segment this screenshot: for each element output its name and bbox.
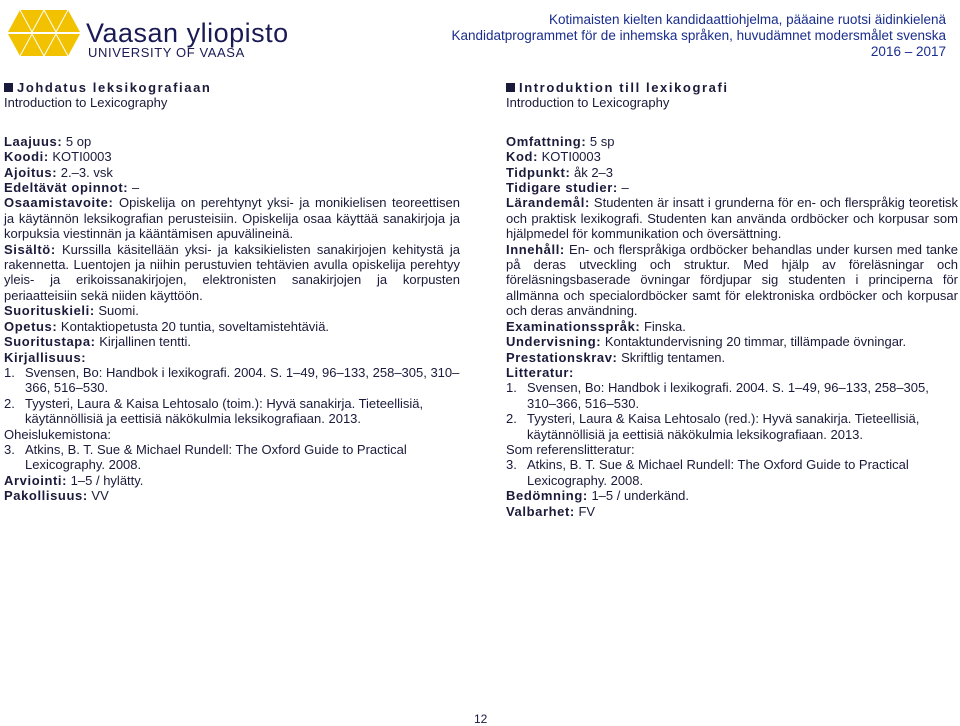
grading-field: Arviointi: 1–5 / hylätty. xyxy=(4,472,144,488)
program-name-sv: Kandidatprogrammet för de inhemska språken, huvudämnet modersmålet svenska xyxy=(451,28,946,43)
timing-field: Tidpunkt: åk 2–3 xyxy=(506,164,614,180)
supplementary-heading: Som referenslitteratur: xyxy=(506,441,635,457)
logo-name: Vaasan yliopisto xyxy=(86,18,289,48)
literature-item: 3. Atkins, B. T. Sue & Michael Rundell: The Oxford Guide to Practical Lexicography. 2008. xyxy=(4,441,407,473)
program-name-fi: Kotimaisten kielten kandidaattiohjelma, pääaine ruotsi äidinkielenä xyxy=(549,12,946,27)
university-logo xyxy=(6,4,306,66)
course-title-sv: Introduktion till lexikografi xyxy=(506,80,958,95)
logo-emblem-icon xyxy=(6,4,82,64)
logo-subtitle: UNIVERSITY OF VAASA xyxy=(88,45,245,60)
page-number: 12 xyxy=(474,712,488,726)
literature-item: 1. Svensen, Bo: Handbok i lexikografi. 2004. S. 1–49, 96–133, 258–305, 310–366, 516–530. xyxy=(506,380,929,411)
prerequisites-field: Edeltävät opinnot: – xyxy=(4,180,140,196)
content-field: Innehåll: En- och flerspråkiga ordböcker behandlas under kursen med tanke på deras utveckling och struktur. Med hjälp av föreläsningar och föreläsningsbaserade övningar fördjupar sig studenten i principerna för allmänna och specialordböcker samt för elektroniska ordböcker och korpusar och deras användning. xyxy=(506,241,958,319)
literature-heading: Litteratur: xyxy=(506,364,574,380)
code-field: Kod: KOTI0003 xyxy=(506,149,601,165)
grading-field: Bedömning: 1–5 / underkänd. xyxy=(506,488,690,504)
literature-item: 3. Atkins, B. T. Sue & Michael Rundell: The Oxford Guide to Practical Lexicography. 2008. xyxy=(506,457,909,488)
status-field: Pakollisuus: VV xyxy=(4,488,109,504)
bullet-square-icon xyxy=(4,83,13,92)
completion-field: Suoritustapa: Kirjallinen tentti. xyxy=(4,334,191,350)
teaching-field: Opetus: Kontaktiopetusta 20 tuntia, soveltamistehtäviä. xyxy=(4,318,330,334)
course-subtitle-en: Introduction to Lexicography xyxy=(4,95,168,111)
literature-item: 2. Tyysteri, Laura & Kaisa Lehtosalo (red.): Hyvä sanakirja. Tieteellisiä, käytännöllisiä ja eettisiä näkökulmia leksikografiaan. 2013. xyxy=(506,411,920,442)
credits-field: Laajuus: 5 op xyxy=(4,133,92,149)
language-field: Examinationsspråk: Finska. xyxy=(506,318,686,334)
bullet-square-icon xyxy=(506,83,515,92)
timing-field: Ajoitus: 2.–3. vsk xyxy=(4,164,113,180)
content-field: Sisältö: Kurssilla käsitellään yksi- ja kaksikielisten sanakirjojen kehitystä ja rakennetta. Luentojen ja niihin perustuvien tehtävien avulla opiskelija perehtyy yleis- ja erikoissanakirjojen, elektronisten sanakirjojen ja korpusten periaatteisiin sekä niiden käyttöön. xyxy=(4,241,460,303)
academic-years: 2016 – 2017 xyxy=(870,44,946,59)
teaching-field: Undervisning: Kontaktundervisning 20 timmar, tillämpade övningar. xyxy=(506,334,907,350)
course-swedish-column xyxy=(506,80,958,519)
learning-outcomes-field: Lärandemål: Studenten är insatt i grunderna för en- och flerspråkig teoretisk och praktisk lexikografi. Studenten kan använda ordböcker och korpusar som hjälpmedel för kommunikation och översättning. xyxy=(506,195,958,242)
program-header xyxy=(451,12,946,60)
course-finnish-column xyxy=(4,80,460,504)
literature-heading: Kirjallisuus: xyxy=(4,349,87,365)
completion-field: Prestationskrav: Skriftlig tentamen. xyxy=(506,349,726,365)
code-field: Koodi: KOTI0003 xyxy=(4,149,112,165)
literature-item: 2. Tyysteri, Laura & Kaisa Lehtosalo (toim.): Hyvä sanakirja. Tieteellisiä, käytännöllisiä ja eettisiä näkökulmia leksikografiaan. 2013. xyxy=(4,395,424,427)
credits-field: Omfattning: 5 sp xyxy=(506,133,615,149)
learning-outcomes-field: Osaamistavoite: Opiskelija on perehtynyt yksi- ja monikielisen teoreettisen ja käytännön leksikografian perusteisiin. Opiskelija osaa käyttää sanakirjoja ja korpuksia viestinnän ja kääntämisen apuvälineinä. xyxy=(4,195,460,242)
course-subtitle-en: Introduction to Lexicography xyxy=(506,95,670,111)
status-field: Valbarhet: FV xyxy=(506,503,596,519)
course-title-fi: Johdatus leksikografiaan xyxy=(4,80,460,95)
language-field: Suorituskieli: Suomi. xyxy=(4,303,139,319)
supplementary-heading: Oheislukemistona: xyxy=(4,426,111,442)
prerequisites-field: Tidigare studier: – xyxy=(506,180,629,196)
literature-item: 1. Svensen, Bo: Handbok i lexikografi. 2004. S. 1–49, 96–133, 258–305, 310–366, 516–530. xyxy=(4,364,460,396)
